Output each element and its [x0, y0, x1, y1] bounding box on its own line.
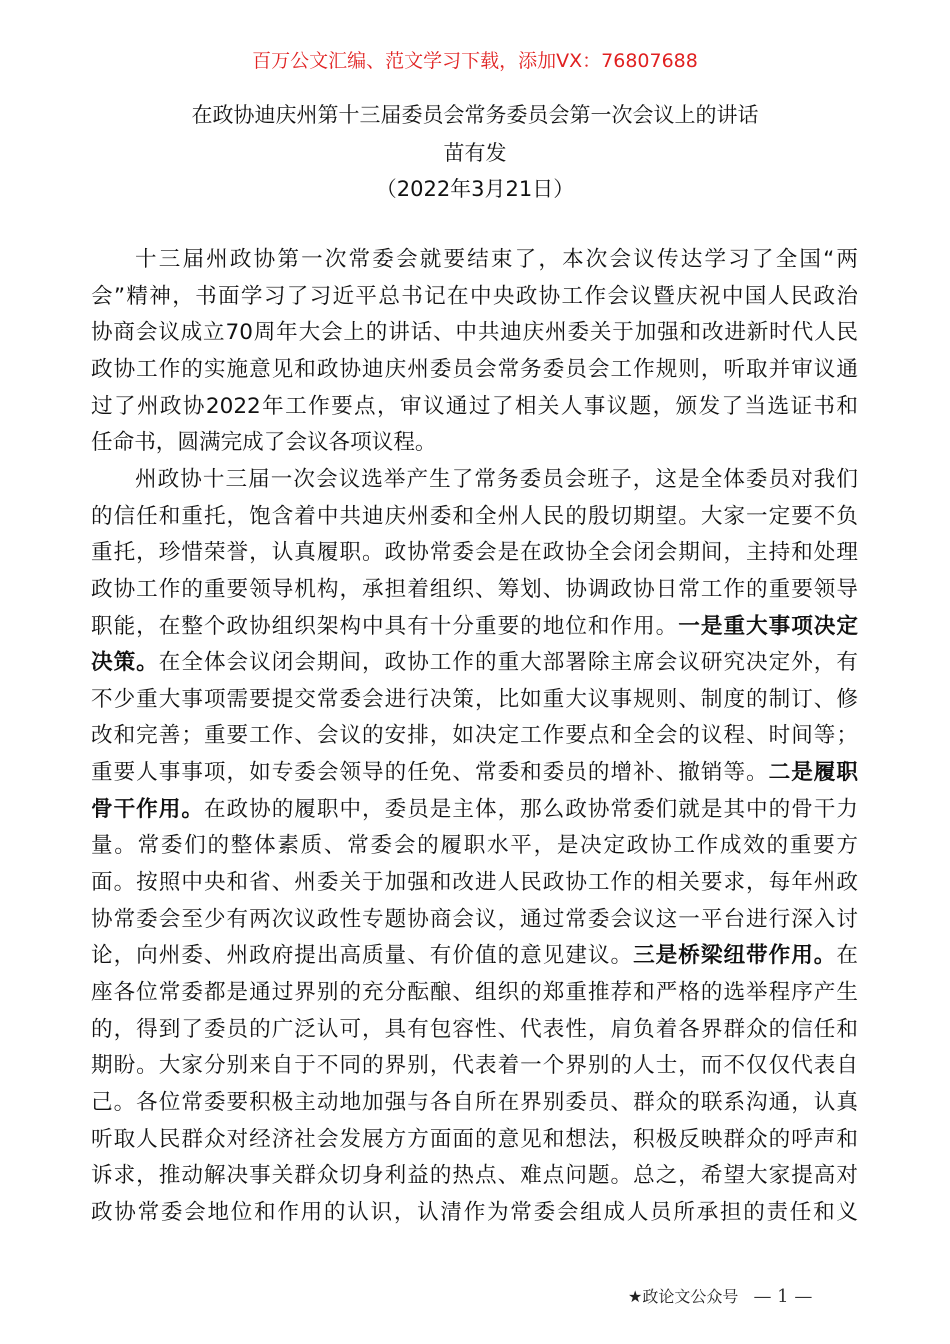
text-line — [91, 394, 858, 420]
bold-heading-text: 三是桥梁纽带作用。 — [633, 943, 837, 969]
text-line — [91, 1163, 858, 1189]
text-line — [91, 723, 858, 749]
text-segment: 州政协十三届一次会议选举产生了常务委员会班子，这是全体委员对我们 — [135, 466, 858, 492]
text-segment: 期盼。大家分别来自于不同的界别，代表着一个界别的人士，而不仅仅代表自 — [91, 1053, 858, 1079]
bold-heading-text: 决策。 — [91, 650, 159, 676]
text-segment: 的信任和重托，饱含着中共迪庆州委和全州人民的殷切期望。大家一定要不负 — [91, 503, 858, 529]
text-line — [91, 907, 858, 933]
text-segment: 职能，在整个政协组织架构中具有十分重要的地位和作用。 — [91, 613, 679, 639]
text-line — [91, 687, 858, 713]
text-line — [91, 870, 858, 896]
text-segment: 过了州政协2022年工作要点，审议通过了相关人事议题，颁发了当选证书和 — [91, 393, 858, 419]
text-line — [91, 833, 858, 859]
text-line — [91, 760, 858, 786]
text-segment: 听取人民群众对经济社会发展方方面面的意见和想法，积极反映群众的呼声和 — [91, 1126, 858, 1152]
text-segment: 改和完善；重要工作、会议的安排，如决定工作要点和全会的议程、时间等； — [91, 723, 858, 749]
text-line — [91, 1200, 858, 1226]
text-segment: 十三届州政协第一次常委会就要结束了，本次会议传达学习了全国“两 — [135, 247, 858, 272]
text-line — [91, 614, 858, 640]
text-line — [91, 504, 858, 530]
text-line — [91, 650, 858, 676]
text-segment: 不少重大事项需要提交常委会进行决策，比如重大议事规则、制度的制订、修 — [91, 686, 858, 712]
text-line — [91, 1017, 858, 1043]
text-line — [91, 284, 858, 310]
text-segment: 在 — [836, 943, 858, 969]
text-line — [91, 577, 858, 603]
text-segment: 在全体会议闭会期间，政协工作的重大部署除主席会议研究决定外，有 — [158, 650, 858, 676]
text-segment: 面。按照中央和省、州委关于加强和改进人民政协工作的相关要求，每年州政 — [91, 870, 858, 896]
text-line — [91, 357, 858, 383]
text-line — [91, 980, 858, 1006]
text-segment: 己。各位常委要积极主动地加强与各自所在界别委员、群众的联系沟通，认真 — [91, 1089, 858, 1115]
text-line — [135, 247, 858, 273]
author-name: 苗有发 — [443, 141, 507, 165]
text-segment: 政协常委会地位和作用的认识，认清作为常委会组成人员所承担的责任和义 — [91, 1199, 858, 1225]
text-segment: 任命书，圆满完成了会议各项议程。 — [91, 430, 437, 456]
text-segment: 政协工作的重要领导机构，承担着组织、筹划、协调政协日常工作的重要领导 — [91, 576, 858, 602]
text-segment: 座各位常委都是通过界别的充分酝酿、组织的郑重推荐和严格的选举程序产生 — [91, 980, 858, 1005]
text-line — [91, 540, 858, 566]
speech-date: （2022年3月21日） — [375, 177, 575, 201]
text-line — [91, 430, 858, 456]
text-line — [91, 797, 858, 823]
text-line — [91, 1090, 858, 1116]
document-title: 在政协迪庆州第十三届委员会常务委员会第一次会议上的讲话 — [191, 103, 759, 127]
bold-heading-text: 骨干作用。 — [91, 796, 204, 822]
text-segment: 协常委会至少有两次议政性专题协商会议，通过常委会议这一平台进行深入讨 — [91, 906, 858, 932]
text-segment: 重要人事事项，如专委会领导的任免、常委和委员的增补、撤销等。 — [91, 760, 769, 786]
text-line — [135, 467, 858, 493]
text-segment: 的，得到了委员的广泛认可，具有包容性、代表性，肩负着各界群众的信任和 — [91, 1016, 858, 1042]
watermark-banner: 百万公文汇编、范文学习下载，添加VX：76807688 — [252, 50, 698, 72]
text-segment: 诉求，推动解决事关群众切身利益的热点、难点问题。总之，希望大家提高对 — [91, 1163, 858, 1189]
text-segment: 政协工作的实施意见和政协迪庆州委员会常务委员会工作规则，听取并审议通 — [91, 356, 858, 382]
text-line — [91, 320, 858, 346]
text-segment: 在政协的履职中，委员是主体，那么政协常委们就是其中的骨干力 — [203, 796, 858, 822]
text-line — [91, 1053, 858, 1079]
page-footer — [628, 1284, 812, 1307]
text-segment: 重托，珍惜荣誉，认真履职。政协常委会是在政协全会闭会期间，主持和处理 — [91, 540, 858, 566]
text-line — [91, 943, 858, 969]
footer-source: ★政论文公众号 — [628, 1287, 739, 1306]
text-segment: 论，向州委、州政府提出高质量、有价值的意见建议。 — [91, 943, 634, 969]
bold-heading-text: 一是重大事项决定 — [678, 613, 858, 639]
page-number: — 1 — — [753, 1286, 813, 1307]
text-line — [91, 1127, 858, 1153]
text-segment: 会”精神，书面学习了习近平总书记在中央政协工作会议暨庆祝中国人民政治 — [91, 283, 858, 309]
text-segment: 协商会议成立70周年大会上的讲话、中共迪庆州委关于加强和改进新时代人民 — [91, 320, 858, 346]
text-segment: 量。常委们的整体素质、常委会的履职水平，是决定政协工作成效的重要方 — [91, 833, 858, 859]
bold-heading-text: 二是履职 — [768, 760, 858, 786]
